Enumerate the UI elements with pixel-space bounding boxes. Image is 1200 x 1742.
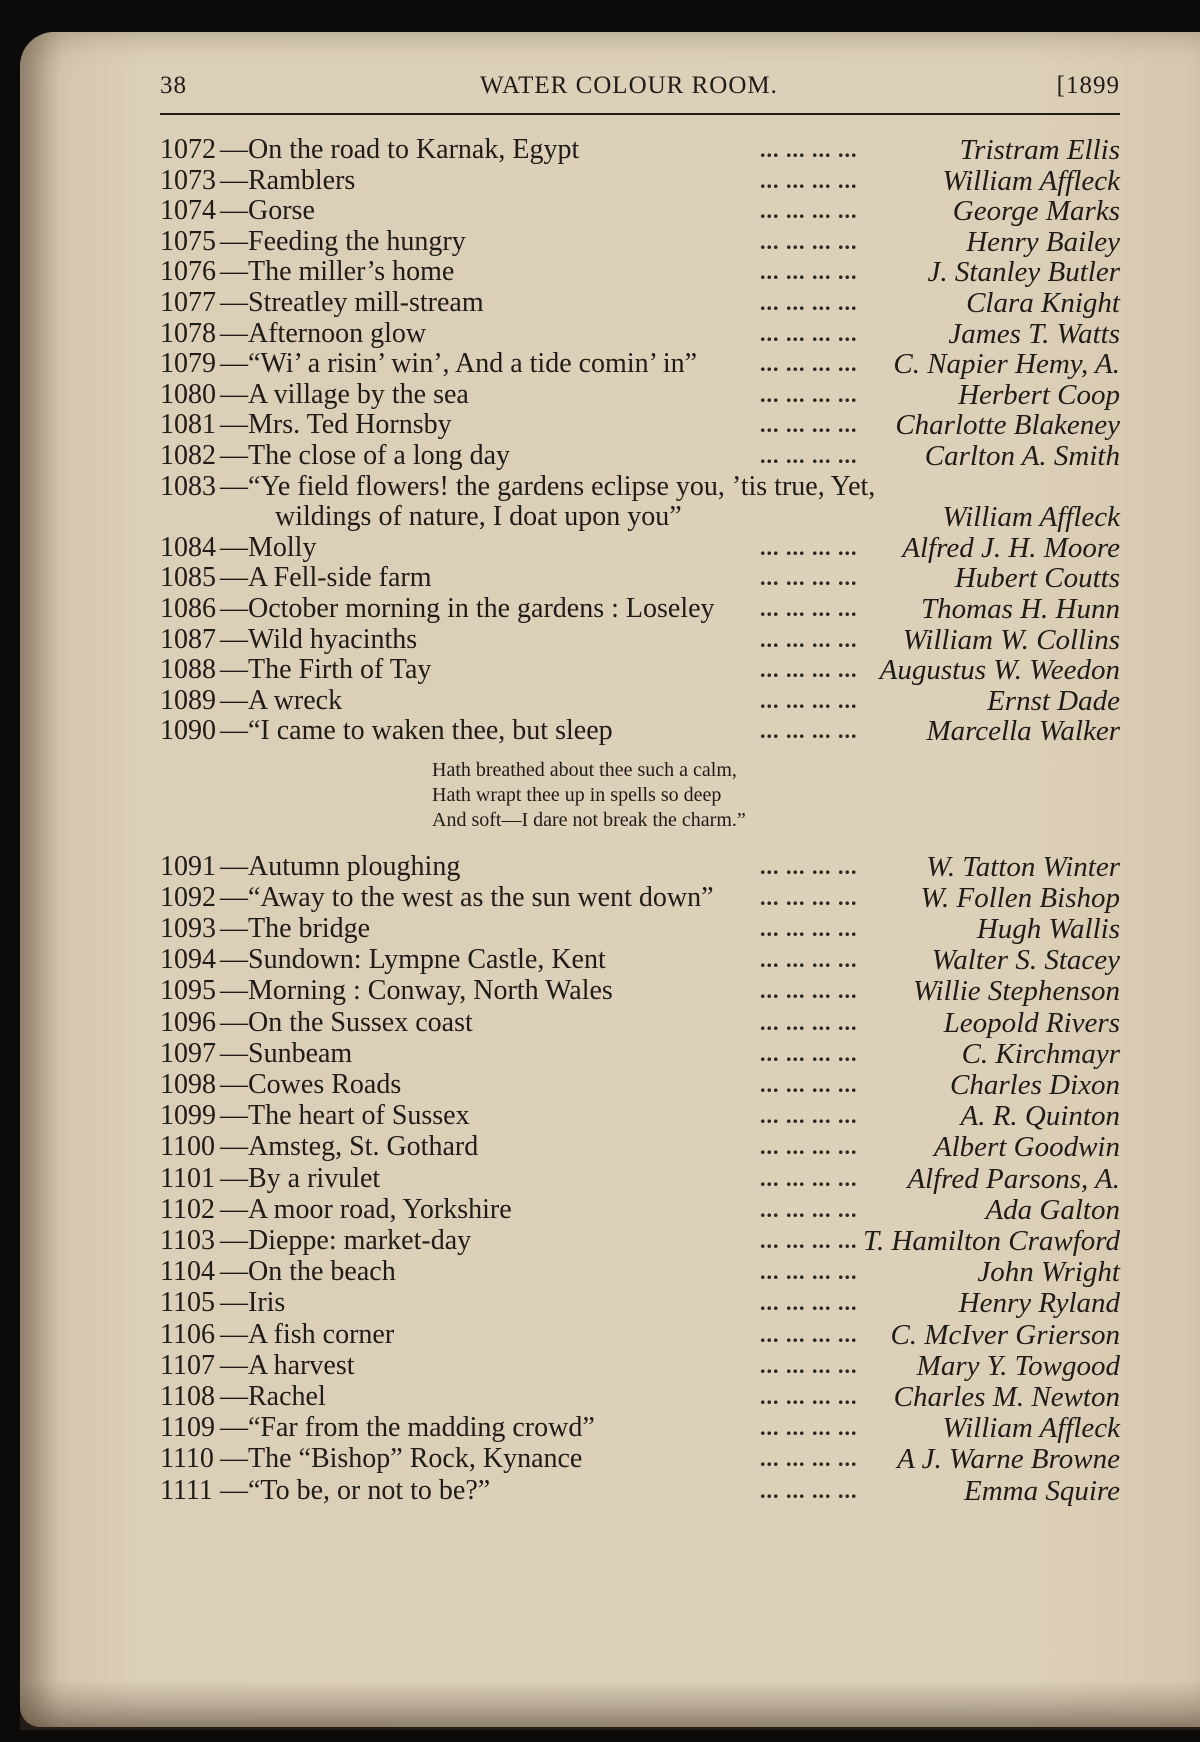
- entry-number: 1091: [160, 851, 216, 882]
- catalogue-entry: [160, 133, 1120, 167]
- entry-number: 1075: [160, 226, 216, 257]
- dot-leader: ... ... ... ...: [760, 1103, 858, 1128]
- entry-number: 1101: [160, 1163, 215, 1194]
- entry-title: Rachel: [248, 1381, 326, 1412]
- entry-artist: W. Tatton Winter: [926, 851, 1120, 883]
- entry-artist: Leopold Rivers: [943, 1007, 1120, 1039]
- entry-dash: —: [220, 685, 248, 716]
- entry-artist: Clara Knight: [966, 287, 1120, 319]
- entry-dash: —: [220, 851, 248, 882]
- catalogue-entry: [160, 1255, 1120, 1289]
- catalogue-entry: [160, 1474, 1120, 1508]
- dot-leader: ... ... ... ...: [760, 382, 858, 407]
- entry-title: Morning : Conway, North Wales: [248, 975, 613, 1006]
- entry-artist: Alfred J. H. Moore: [902, 532, 1120, 564]
- entry-title: A harvest: [248, 1350, 355, 1381]
- entry-dash: —: [220, 975, 248, 1006]
- catalogue-entry: [160, 164, 1120, 198]
- catalogue-entry: [160, 974, 1120, 1008]
- catalogue-entry: [160, 1068, 1120, 1102]
- entry-artist: A J. Warne Browne: [897, 1443, 1120, 1475]
- entry-title: Cowes Roads: [248, 1069, 402, 1100]
- entry-title: “Ye field flowers! the gardens eclipse you, ’tis true, Yet,: [248, 471, 876, 502]
- entry-artist: William Affleck: [942, 165, 1120, 197]
- entry-title: On the Sussex coast: [248, 1007, 473, 1038]
- entry-dash: —: [220, 256, 248, 287]
- catalogue-entry: [160, 1006, 1120, 1040]
- entry-title: “To be, or not to be?”: [248, 1475, 491, 1506]
- catalogue-entry: [160, 1224, 1120, 1258]
- entry-title: Amsteg, St. Gothard: [248, 1131, 479, 1162]
- entry-number: 1087: [160, 624, 216, 655]
- dot-leader: ... ... ... ...: [760, 229, 858, 254]
- dot-leader: ... ... ... ...: [760, 351, 858, 376]
- entry-title: On the beach: [248, 1256, 396, 1287]
- catalogue-entry: [160, 623, 1120, 657]
- dot-leader: ... ... ... ...: [760, 854, 858, 879]
- catalogue-entry: [160, 881, 1120, 915]
- entry-number: 1094: [160, 944, 216, 975]
- catalogue-entry: [160, 1411, 1120, 1445]
- dot-leader: ... ... ... ...: [760, 321, 858, 346]
- entry-number: 1105: [160, 1287, 215, 1318]
- entry-dash: —: [220, 1069, 248, 1100]
- dot-leader: ... ... ... ...: [760, 1290, 858, 1315]
- header-rule: [160, 113, 1120, 115]
- entry-title: The bridge: [248, 913, 371, 944]
- catalogue-entry: [160, 1162, 1120, 1196]
- entry-number: 1111: [160, 1475, 213, 1506]
- entry-title: October morning in the gardens : Loseley: [248, 593, 715, 624]
- entry-title: A Fell-side farm: [248, 562, 432, 593]
- entry-artist: C. Kirchmayr: [961, 1038, 1120, 1070]
- verse-quotation: [432, 758, 872, 833]
- catalogue-entry: [160, 653, 1120, 687]
- entry-title: Streatley mill-stream: [248, 287, 484, 318]
- dot-leader: ... ... ... ...: [760, 916, 858, 941]
- entry-artist: George Marks: [952, 195, 1120, 227]
- page-header: [160, 72, 1120, 112]
- entry-number: 1073: [160, 165, 216, 196]
- dot-leader: ... ... ... ...: [760, 627, 858, 652]
- entry-dash: —: [220, 195, 248, 226]
- entry-artist: Ernst Dade: [987, 685, 1120, 717]
- entry-title: “Away to the west as the sun went down”: [248, 882, 714, 913]
- dot-leader: ... ... ... ...: [760, 168, 858, 193]
- dot-leader: ... ... ... ...: [760, 1166, 858, 1191]
- entry-title: Ramblers: [248, 165, 356, 196]
- entry-number: 1085: [160, 562, 216, 593]
- entry-artist: Charles M. Newton: [893, 1381, 1120, 1413]
- page-bottom-shadow: [20, 1680, 1200, 1730]
- entry-artist: Marcella Walker: [926, 715, 1120, 747]
- entry-dash: —: [220, 226, 248, 257]
- entry-artist: Walter S. Stacey: [931, 944, 1120, 976]
- dot-leader: ... ... ... ...: [760, 1415, 858, 1440]
- entry-number: 1098: [160, 1069, 216, 1100]
- entry-artist: Mary Y. Towgood: [916, 1350, 1120, 1382]
- entry-artist: T. Hamilton Crawford: [862, 1225, 1120, 1257]
- catalogue-entry: [160, 408, 1120, 442]
- catalogue-entry: [160, 1442, 1120, 1476]
- entry-artist: A. R. Quinton: [960, 1100, 1120, 1132]
- catalogue-entry: [160, 561, 1120, 595]
- entry-dash: —: [220, 1287, 248, 1318]
- entry-artist: C. Napier Hemy, A.: [893, 348, 1120, 380]
- entry-dash: —: [220, 715, 248, 746]
- entry-artist: Willie Stephenson: [913, 975, 1120, 1007]
- catalogue-entry: [160, 1037, 1120, 1071]
- entry-dash: —: [220, 1350, 248, 1381]
- dot-leader: ... ... ... ...: [760, 565, 858, 590]
- entry-title: Mrs. Ted Hornsby: [248, 409, 452, 440]
- entry-number: 1077: [160, 287, 216, 318]
- entry-number: 1108: [160, 1381, 215, 1412]
- entry-number: 1079: [160, 348, 216, 379]
- entry-number: 1090: [160, 715, 216, 746]
- entry-title: Sunbeam: [248, 1038, 353, 1069]
- entry-number: 1084: [160, 532, 216, 563]
- entry-dash: —: [220, 1038, 248, 1069]
- entry-title: The miller’s home: [248, 256, 455, 287]
- entry-dash: —: [220, 1007, 248, 1038]
- entry-title: Iris: [248, 1287, 286, 1318]
- entry-artist: C. McIver Grierson: [890, 1319, 1120, 1351]
- entry-number: 1107: [160, 1350, 215, 1381]
- entry-number: 1099: [160, 1100, 216, 1131]
- entry-dash: —: [220, 1412, 248, 1443]
- year-label: [1899: [1056, 72, 1120, 99]
- entry-number: 1103: [160, 1225, 215, 1256]
- entry-dash: —: [220, 134, 248, 165]
- entry-title: A village by the sea: [248, 379, 469, 410]
- entry-title: The close of a long day: [248, 440, 511, 471]
- entry-dash: —: [220, 654, 248, 685]
- entry-number: 1096: [160, 1007, 216, 1038]
- entry-artist: J. Stanley Butler: [927, 256, 1120, 288]
- entry-artist: Albert Goodwin: [933, 1131, 1120, 1163]
- entry-dash: —: [220, 1475, 248, 1506]
- entry-dash: —: [220, 287, 248, 318]
- entry-artist: Tristram Ellis: [959, 134, 1120, 166]
- entry-artist: Charlotte Blakeney: [895, 409, 1120, 441]
- catalogue-entry: [160, 1286, 1120, 1320]
- catalogue-entry-continuation: [160, 500, 1120, 534]
- dot-leader: ... ... ... ...: [760, 978, 858, 1003]
- entry-artist: William W. Collins: [902, 624, 1120, 656]
- dot-leader: ... ... ... ...: [760, 259, 858, 284]
- entry-title: The heart of Sussex: [248, 1100, 470, 1131]
- catalogue-entry: [160, 850, 1120, 884]
- entry-number: 1100: [160, 1131, 215, 1162]
- entry-artist: Hubert Coutts: [954, 562, 1120, 594]
- entry-title: Autumn ploughing: [248, 851, 461, 882]
- dot-leader: ... ... ... ...: [760, 1010, 858, 1035]
- catalogue-entry: [160, 347, 1120, 381]
- entry-title-continued: wildings of nature, I doat upon you”: [275, 501, 682, 532]
- entry-number: 1092: [160, 882, 216, 913]
- catalogue-entry: [160, 378, 1120, 412]
- catalogue-entry: [160, 1130, 1120, 1164]
- entry-artist: Charles Dixon: [950, 1069, 1120, 1101]
- entry-title: The “Bishop” Rock, Kynance: [248, 1443, 583, 1474]
- entry-artist: William Affleck: [942, 501, 1120, 533]
- catalogue-entry: [160, 286, 1120, 320]
- entry-dash: —: [220, 1443, 248, 1474]
- catalogue-entry: [160, 1349, 1120, 1383]
- catalogue-entry: [160, 1193, 1120, 1227]
- catalogue-entry: [160, 1099, 1120, 1133]
- dot-leader: ... ... ... ...: [760, 1228, 858, 1253]
- entry-dash: —: [220, 1100, 248, 1131]
- entry-dash: —: [220, 1163, 248, 1194]
- entry-number: 1097: [160, 1038, 216, 1069]
- entry-artist: Ada Galton: [985, 1194, 1120, 1226]
- dot-leader: ... ... ... ...: [760, 947, 858, 972]
- dot-leader: ... ... ... ...: [760, 885, 858, 910]
- entry-number: 1080: [160, 379, 216, 410]
- entry-number: 1104: [160, 1256, 215, 1287]
- catalogue-entry: [160, 592, 1120, 626]
- entry-title: Sundown: Lympne Castle, Kent: [248, 944, 606, 975]
- entry-number: 1078: [160, 318, 216, 349]
- entry-dash: —: [220, 532, 248, 563]
- entry-dash: —: [220, 471, 248, 502]
- entry-artist: Augustus W. Weedon: [879, 654, 1120, 686]
- entry-title: On the road to Karnak, Egypt: [248, 134, 580, 165]
- entry-artist: Emma Squire: [964, 1475, 1120, 1507]
- entry-dash: —: [220, 624, 248, 655]
- entry-dash: —: [220, 440, 248, 471]
- entry-title: A moor road, Yorkshire: [248, 1194, 512, 1225]
- running-title: WATER COLOUR ROOM.: [480, 72, 778, 99]
- entry-title: “I came to waken thee, but sleep: [248, 715, 613, 746]
- entry-dash: —: [220, 944, 248, 975]
- entry-number: 1082: [160, 440, 216, 471]
- catalogue-entry: [160, 225, 1120, 259]
- entry-title: Feeding the hungry: [248, 226, 466, 257]
- verse-line: Hath wrapt thee up in spells so deep: [432, 784, 722, 806]
- entry-number: 1081: [160, 409, 216, 440]
- entry-artist: Hugh Wallis: [976, 913, 1120, 945]
- entry-number: 1102: [160, 1194, 215, 1225]
- entry-dash: —: [220, 348, 248, 379]
- dot-leader: ... ... ... ...: [760, 535, 858, 560]
- entry-number: 1083: [160, 471, 216, 502]
- dot-leader: ... ... ... ...: [760, 1353, 858, 1378]
- entry-dash: —: [220, 562, 248, 593]
- entry-dash: —: [220, 1381, 248, 1412]
- entry-artist: Carlton A. Smith: [924, 440, 1120, 472]
- dot-leader: ... ... ... ...: [760, 1478, 858, 1503]
- entry-dash: —: [220, 913, 248, 944]
- dot-leader: ... ... ... ...: [760, 198, 858, 223]
- entry-title: The Firth of Tay: [248, 654, 432, 685]
- entry-title: Gorse: [248, 195, 315, 226]
- entry-title: “Far from the madding crowd”: [248, 1412, 595, 1443]
- entry-artist: W. Follen Bishop: [920, 882, 1120, 914]
- entry-dash: —: [220, 1256, 248, 1287]
- catalogue-entry: [160, 531, 1120, 565]
- entry-number: 1106: [160, 1319, 215, 1350]
- dot-leader: ... ... ... ...: [760, 412, 858, 437]
- dot-leader: ... ... ... ...: [760, 443, 858, 468]
- dot-leader: ... ... ... ...: [760, 1072, 858, 1097]
- entry-dash: —: [220, 318, 248, 349]
- dot-leader: ... ... ... ...: [760, 1197, 858, 1222]
- entry-title: Dieppe: market-day: [248, 1225, 472, 1256]
- entry-number: 1095: [160, 975, 216, 1006]
- dot-leader: ... ... ... ...: [760, 290, 858, 315]
- entry-title: Wild hyacinths: [248, 624, 418, 655]
- catalogue-entry: [160, 912, 1120, 946]
- entry-number: 1076: [160, 256, 216, 287]
- dot-leader: ... ... ... ...: [760, 1041, 858, 1066]
- entry-artist: James T. Watts: [948, 318, 1120, 350]
- catalogue-entry: [160, 194, 1120, 228]
- entry-number: 1089: [160, 685, 216, 716]
- catalogue-entry: [160, 317, 1120, 351]
- dot-leader: ... ... ... ...: [760, 137, 858, 162]
- catalogue-entry: [160, 255, 1120, 289]
- verse-line: And soft—I dare not break the charm.”: [432, 809, 746, 831]
- dot-leader: ... ... ... ...: [760, 718, 858, 743]
- entry-artist: Henry Bailey: [966, 226, 1120, 258]
- entry-title: Molly: [248, 532, 317, 563]
- entry-dash: —: [220, 165, 248, 196]
- catalogue-entry: [160, 714, 1120, 748]
- dot-leader: ... ... ... ...: [760, 1446, 858, 1471]
- entry-artist: Alfred Parsons, A.: [907, 1163, 1120, 1195]
- entry-dash: —: [220, 1131, 248, 1162]
- dot-leader: ... ... ... ...: [760, 688, 858, 713]
- entry-title: A fish corner: [248, 1319, 395, 1350]
- verse-line: Hath breathed about thee such a calm,: [432, 759, 737, 781]
- catalogue-entry: [160, 1380, 1120, 1414]
- catalogue-entry: [160, 684, 1120, 718]
- entry-title: “Wi’ a risin’ win’, And a tide comin’ in”: [248, 348, 698, 379]
- entry-artist: Thomas H. Hunn: [921, 593, 1120, 625]
- dot-leader: ... ... ... ...: [760, 657, 858, 682]
- entry-artist: John Wright: [977, 1256, 1120, 1288]
- entry-dash: —: [220, 1225, 248, 1256]
- entry-artist: Herbert Coop: [958, 379, 1120, 411]
- entry-dash: —: [220, 593, 248, 624]
- entry-artist: Henry Ryland: [958, 1287, 1120, 1319]
- dot-leader: ... ... ... ...: [760, 1322, 858, 1347]
- entry-number: 1093: [160, 913, 216, 944]
- entry-number: 1086: [160, 593, 216, 624]
- entry-number: 1110: [160, 1443, 214, 1474]
- entry-title: Afternoon glow: [248, 318, 427, 349]
- catalogue-entry: [160, 439, 1120, 473]
- catalogue-entry: [160, 470, 1120, 504]
- dot-leader: ... ... ... ...: [760, 1259, 858, 1284]
- catalogue-entry: [160, 943, 1120, 977]
- entry-title: A wreck: [248, 685, 343, 716]
- entry-dash: —: [220, 882, 248, 913]
- entry-artist: William Affleck: [942, 1412, 1120, 1444]
- dot-leader: ... ... ... ...: [760, 596, 858, 621]
- entry-number: 1088: [160, 654, 216, 685]
- entry-dash: —: [220, 1194, 248, 1225]
- dot-leader: ... ... ... ...: [760, 1134, 858, 1159]
- entry-dash: —: [220, 409, 248, 440]
- page-number: 38: [160, 72, 187, 99]
- entry-number: 1074: [160, 195, 216, 226]
- catalogue-entry: [160, 1318, 1120, 1352]
- entry-dash: —: [220, 1319, 248, 1350]
- entry-number: 1072: [160, 134, 216, 165]
- entry-dash: —: [220, 379, 248, 410]
- entry-title: By a rivulet: [248, 1163, 381, 1194]
- dot-leader: ... ... ... ...: [760, 1384, 858, 1409]
- entry-number: 1109: [160, 1412, 215, 1443]
